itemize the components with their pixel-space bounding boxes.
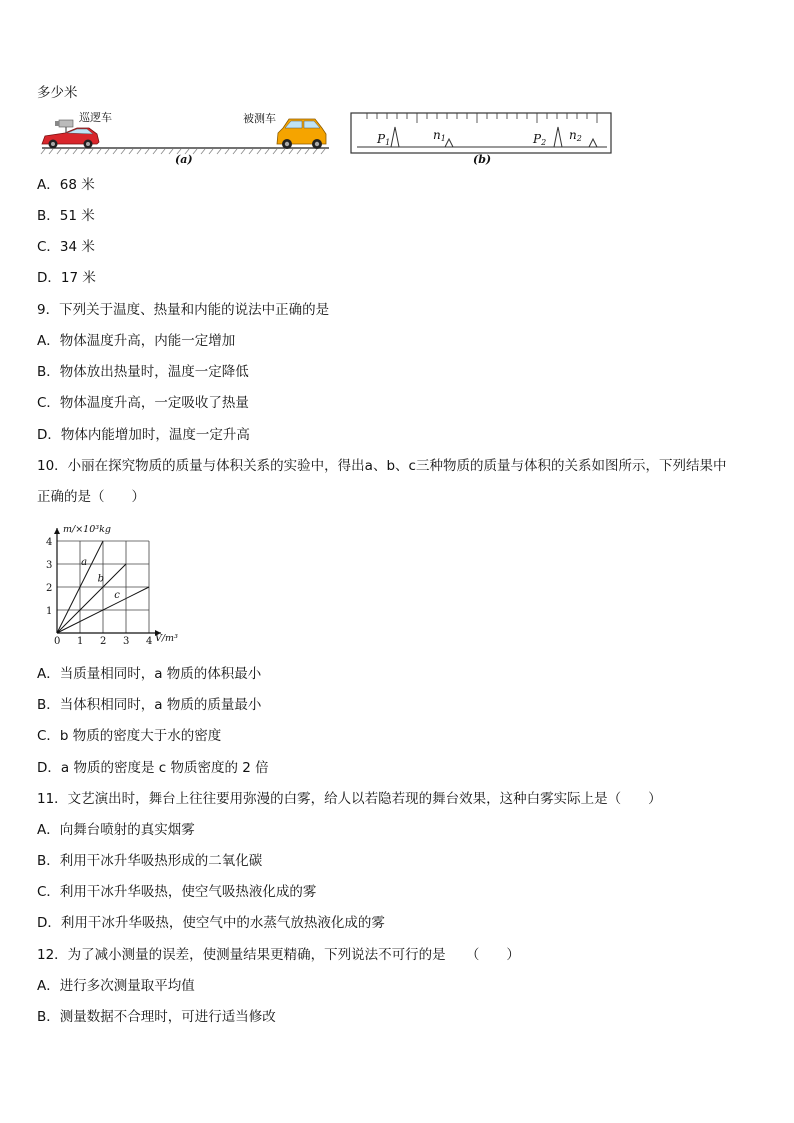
y-tick-label: 3 [46,560,53,571]
option-b: B．51 米 [37,208,95,224]
series-label-b: b [97,573,105,585]
y-tick-label: 1 [46,606,53,617]
patrol-car-icon [42,120,99,149]
figure-b-signal [349,111,615,169]
option-b: B．当体积相同时，a 物质的质量最小 [37,697,262,713]
question-10-stem-cont: 正确的是（ ） [37,489,145,505]
x-tick-label: 0 [54,636,61,647]
y-axis-label: m/×10³kg [63,524,111,535]
question-9-stem: 9．下列关于温度、热量和内能的说法中正确的是 [37,302,330,318]
figure-a-cars [37,106,337,168]
y-tick-label: 2 [46,583,53,594]
x-tick-label: 1 [77,636,84,647]
question-11-stem: 11．文艺演出时，舞台上往往要用弥漫的白雾，给人以若隐若现的舞台效果，这种白雾实际上是（ ） [37,791,662,807]
series-label-c: c [114,589,120,601]
option-d: D．利用干冰升华吸热，使空气中的水蒸气放热液化成的雾 [37,915,385,931]
option-a: A．当质量相同时，a 物质的体积最小 [37,666,262,682]
option-b: B．利用干冰升华吸热形成的二氧化碳 [37,853,263,869]
y-tick-label: 4 [46,537,53,548]
option-d: D．a 物质的密度是 c 物质密度的 2 倍 [37,760,269,776]
mass-volume-chart [37,520,197,648]
y-axis-arrow [54,528,60,534]
patrol-car-label: 巡逻车 [79,111,112,124]
pulse-label-n1: n1 [433,128,446,143]
pulse-label-n2: n2 [569,128,582,143]
option-c: C．b 物质的密度大于水的密度 [37,728,222,744]
pulse-label-p2: P2 [533,132,547,147]
option-a: A．68 米 [37,177,95,193]
x-axis-label: V/m³ [155,633,178,644]
question-12-stem: 12．为了减小测量的误差，使测量结果更精确，下列说法不可行的是 （ ） [37,947,520,963]
option-c: C．物体温度升高，一定吸收了热量 [37,395,249,411]
option-a: A．进行多次测量取平均值 [37,978,195,994]
x-tick-label: 4 [146,636,153,647]
pulse-label-p1: P1 [377,132,391,147]
target-car-label: 被测车 [243,112,276,125]
option-a: A．向舞台喷射的真实烟雾 [37,822,195,838]
figure-a-caption: (a) [175,153,193,166]
target-car-icon [277,119,326,149]
option-d: D．17 米 [37,270,96,286]
question-10-stem: 10．小丽在探究物质的质量与体积关系的实验中，得出a、b、c三种物质的质量与体积的关系如图所示，下列结果中 [37,458,727,474]
x-tick-label: 2 [100,636,107,647]
figure-b-caption: (b) [473,153,492,166]
option-b: B．物体放出热量时，温度一定降低 [37,364,249,380]
option-d: D．物体内能增加时，温度一定升高 [37,427,250,443]
option-a: A．物体温度升高，内能一定增加 [37,333,236,349]
x-tick-label: 3 [123,636,130,647]
option-c: C．利用干冰升华吸热，使空气吸热液化成的雾 [37,884,317,900]
option-b: B．测量数据不合理时，可进行适当修改 [37,1009,276,1025]
question-text: 多少米 [37,85,78,101]
option-c: C．34 米 [37,239,95,255]
series-label-a: a [81,556,88,568]
